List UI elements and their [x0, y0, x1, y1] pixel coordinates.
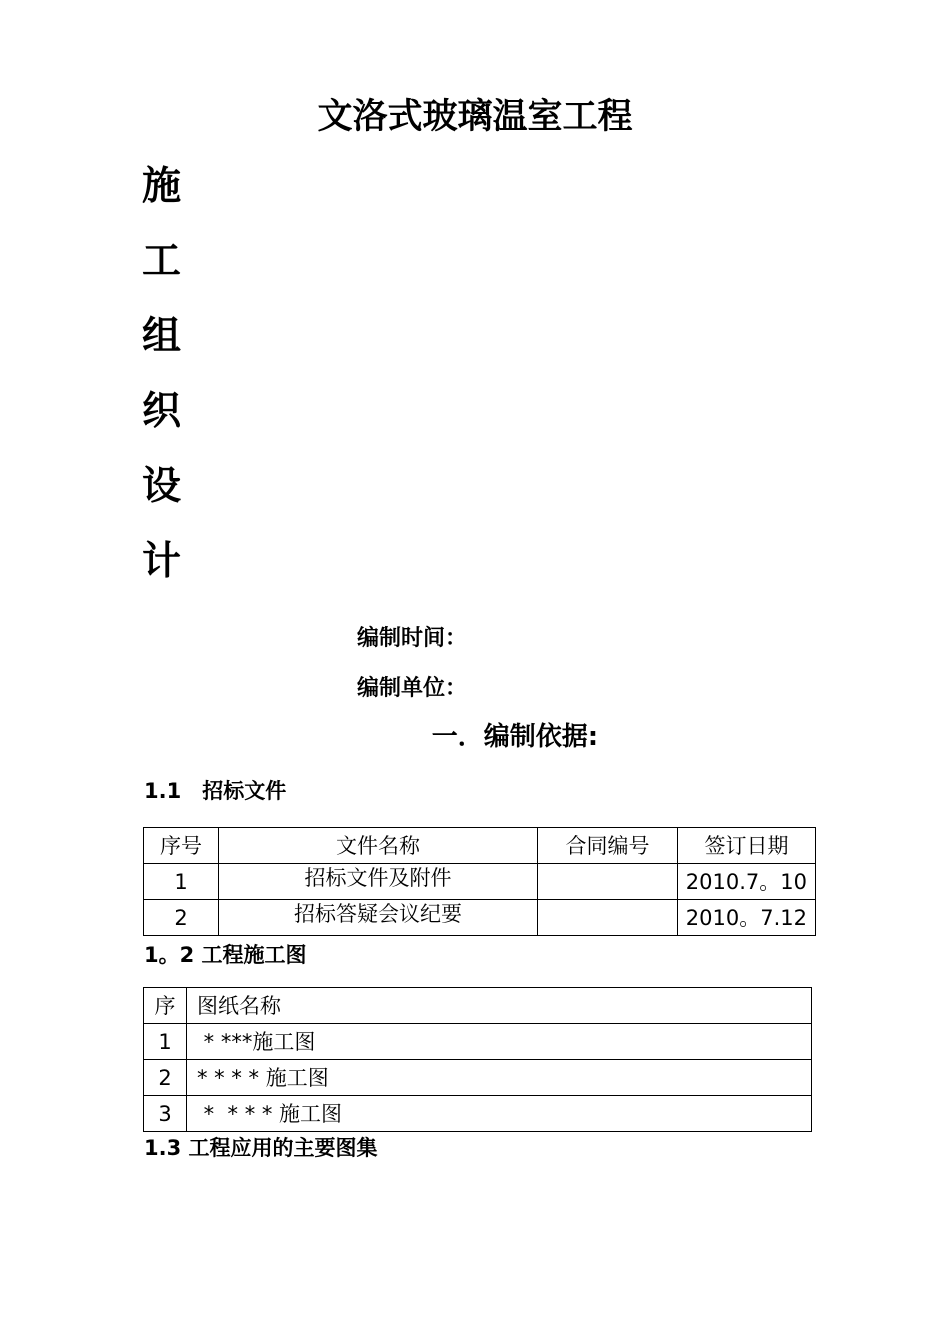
- header-cell: 图纸名称: [187, 988, 812, 1024]
- table-cell: [538, 864, 678, 900]
- compile-time-label: 编制时间：: [357, 626, 468, 651]
- table-cell: 2: [144, 1060, 187, 1096]
- table-row: [144, 1096, 812, 1132]
- subsection-heading: 1.3 工程应用的主要图集: [144, 1136, 378, 1160]
- drawings-table: [143, 987, 812, 1132]
- table-cell: * * * * 施工图: [187, 1096, 812, 1132]
- table-cell: 2010。7.12: [678, 900, 816, 936]
- table-cell: 3: [144, 1096, 187, 1132]
- header-cell: 签订日期: [678, 828, 816, 864]
- table-cell: * ***施工图: [187, 1024, 812, 1060]
- header-cell: 序号: [144, 828, 219, 864]
- section-heading: 一．编制依据:: [431, 722, 599, 752]
- compile-unit-label: 编制单位：: [357, 676, 468, 701]
- table-cell: 招标文件及附件: [219, 864, 538, 900]
- vertical-title-char: 施: [142, 164, 182, 209]
- table-cell: 1: [144, 864, 219, 900]
- subsection-heading: 1。2 工程施工图: [144, 943, 307, 967]
- vertical-title-char: 工: [142, 239, 182, 284]
- vertical-title-char: 织: [142, 389, 182, 434]
- table-row: [144, 864, 816, 900]
- subsection-heading: 1.1 招标文件: [144, 779, 287, 803]
- vertical-title-char: 计: [142, 539, 182, 584]
- tender-documents-table: [143, 827, 816, 936]
- table-cell: 1: [144, 1024, 187, 1060]
- header-cell: 序: [144, 988, 187, 1024]
- table-header-row: [144, 828, 816, 864]
- table-cell: 2: [144, 900, 219, 936]
- table-header-row: [144, 988, 812, 1024]
- table-row: [144, 900, 816, 936]
- table-cell: [538, 900, 678, 936]
- header-cell: 文件名称: [219, 828, 538, 864]
- header-cell: 合同编号: [538, 828, 678, 864]
- table-cell: * * * * 施工图: [187, 1060, 812, 1096]
- document-title: 文洛式玻璃温室工程: [317, 97, 633, 137]
- vertical-title-char: 设: [142, 464, 182, 509]
- table-row: [144, 1060, 812, 1096]
- table-cell: 招标答疑会议纪要: [219, 900, 538, 936]
- table-row: [144, 1024, 812, 1060]
- table-cell: 2010.7。10: [678, 864, 816, 900]
- vertical-title-char: 组: [142, 314, 182, 359]
